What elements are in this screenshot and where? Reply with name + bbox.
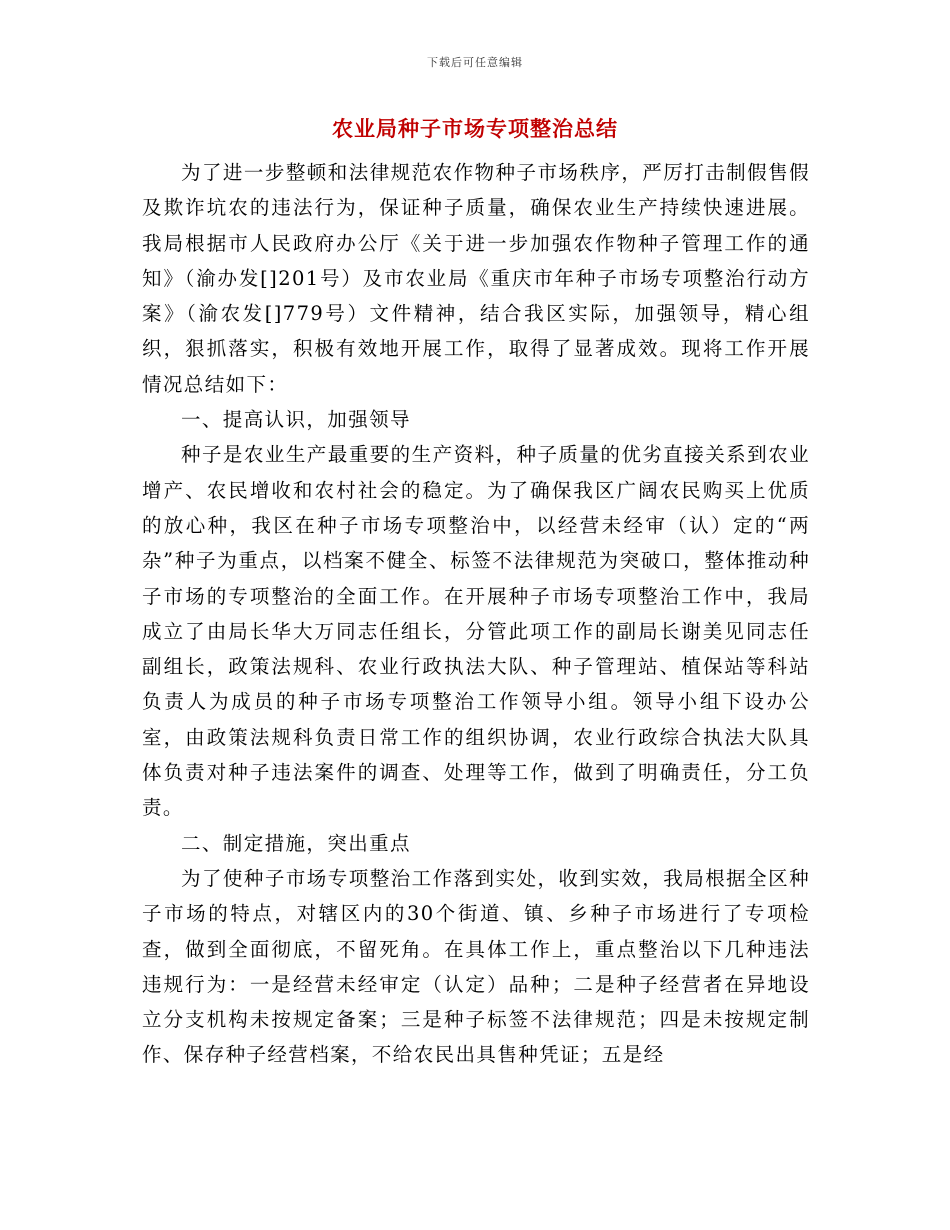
paragraph-section-2: 为了使种子市场专项整治工作落到实处，收到实效，我局根据全区种子市场的特点，对辖区内的30个街道、镇、乡种子市场进行了专项检查，做到全面彻底，不留死角。在具体工作上，重点整治以下几种违法违规行为：一是经营未经审定（认定）品种；二是种子经营者在异地设立分支机构未按规定备案；三是种子标签不法律规范；四是未按规定制作、保存种子经营档案，不给农民出具售种凭证；五是经 [142, 866, 810, 1067]
document-body [142, 155, 810, 1073]
section-heading-2: 二、制定措施，突出重点 [181, 831, 411, 855]
paragraph-intro: 为了进一步整顿和法律规范农作物种子市场秩序，严厉打击制假售假及欺诈坑农的违法行为，保证种子质量，确保农业生产持续快速进展。我局根据市人民政府办公厅《关于进一步加强农作物种子管理工作的通知》（渝办发[]201号）及市农业局《重庆市年种子市场专项整治行动方案》（渝农发[]779号）文件精神，结合我区实际，加强领导，精心组织，狠抓落实，积极有效地开展工作，取得了显著成效。现将工作开展情况总结如下： [142, 161, 810, 396]
document-title: 农业局种子市场专项整治总结 [332, 116, 618, 141]
section-heading-1: 一、提高认识，加强领导 [181, 408, 411, 432]
paragraph-section-1: 种子是农业生产最重要的生产资料，种子质量的优劣直接关系到农业增产、农民增收和农村社会的稳定。为了确保我区广阔农民购买上优质的放心种，我区在种子市场专项整治中，以经营未经审（认）定的“两杂”种子为重点，以档案不健全、标签不法律规范为突破口，整体推动种子市场的专项整治的全面工作。在开展种子市场专项整治工作中，我局成立了由局长华大万同志任组长，分管此项工作的副局长谢美见同志任副组长，政策法规科、农业行政执法大队、种子管理站、植保站等科站负责人为成员的种子市场专项整治工作领导小组。领导小组下设办公室，由政策法规科负责日常工作的组织协调，农业行政综合执法大队具体负责对种子违法案件的调查、处理等工作，做到了明确责任，分工负责。 [142, 443, 810, 820]
header-note: 下载后可任意编辑 [427, 56, 523, 69]
